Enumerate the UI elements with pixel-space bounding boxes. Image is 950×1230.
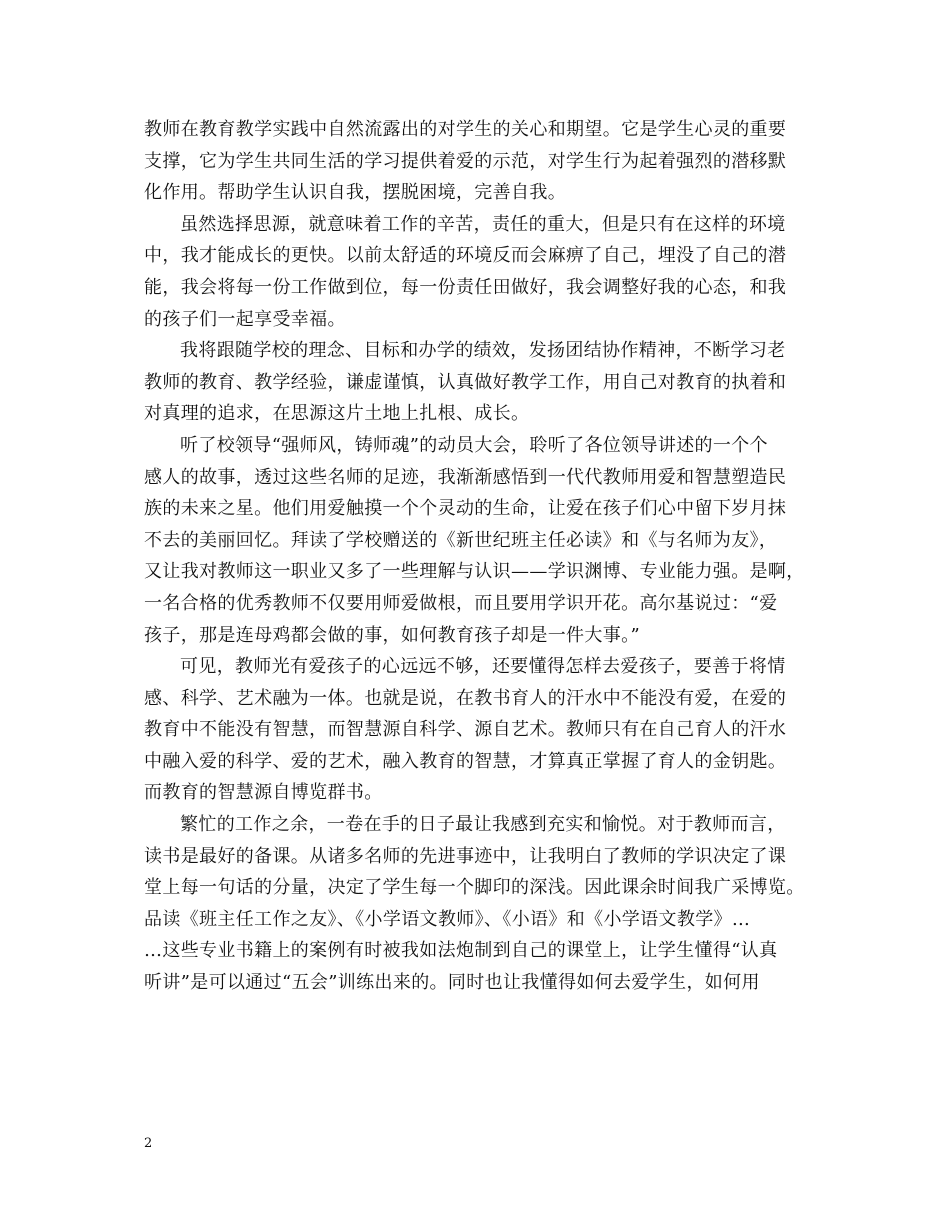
text-line: 中，我才能成长的更快。以前太舒适的环境反而会麻痹了自己，埋没了自己的潜 [144, 245, 787, 267]
text-line: 听讲”是可以通过“五会”训练出来的。同时也让我懂得如何去爱学生，如何用 [144, 972, 760, 994]
text-line: 化作用。帮助学生认识自我，摆脱困境，完善自我。 [144, 182, 567, 204]
text-line: 教师在教育教学实践中自然流露出的对学生的关心和期望。它是学生心灵的重要 [144, 119, 787, 140]
text-line: 不去的美丽回忆。拜读了学校赠送的《新世纪班主任必读》和《与名师为友》， [144, 529, 778, 551]
text-line: 品读《班主任工作之友》、《小学语文教师》、《小语》和《小学语文教学》… [144, 908, 751, 930]
text-line: 又让我对教师这一职业又多了一些理解与认识——学识渊博、专业能力强。是啊， [144, 561, 805, 583]
text-line: 堂上每一句话的分量，决定了学生每一个脚印的深浅。因此课余时间我广采博览。 [144, 877, 805, 899]
text-line: 我将跟随学校的理念、目标和办学的绩效，发扬团结协作精神，不断学习老 [180, 340, 786, 362]
text-line: …这些专业书籍上的案例有时被我如法炮制到自己的课堂上，让学生懂得“认真 [144, 940, 778, 962]
text-line: 对真理的追求，在思源这片土地上扎根、成长。 [144, 403, 530, 425]
body-text [144, 114, 834, 999]
text-line: 教育中不能没有智慧，而智慧源自科学、源自艺术。教师只有在自己育人的汗水 [144, 719, 787, 741]
text-line: 而教育的智慧源自博览群书。 [144, 782, 383, 804]
text-line: 感、科学、艺术融为一体。也就是说，在教书育人的汗水中不能没有爱，在爱的 [144, 687, 787, 709]
text-line: 教师的教育、教学经验，谦虚谨慎，认真做好教学工作，用自己对教育的执着和 [144, 371, 787, 393]
text-line: 繁忙的工作之余，一卷在手的日子最让我感到充实和愉悦。对于教师而言， [180, 814, 786, 836]
text-line: 中融入爱的科学、爱的艺术，融入教育的智慧，才算真正掌握了育人的金钥匙。 [144, 750, 787, 772]
text-line: 读书是最好的备课。从诸多名师的先进事迹中，让我明白了教师的学识决定了课 [144, 845, 787, 867]
text-line: 虽然选择思源，就意味着工作的辛苦，责任的重大，但是只有在这样的环境 [180, 213, 786, 235]
text-line: 能，我会将每一份工作做到位，每一份责任田做好，我会调整好我的心态，和我 [144, 276, 787, 298]
text-line: 孩子，那是连母鸡都会做的事，如何教育孩子却是一件大事。” [144, 624, 640, 646]
text-line: 可见，教师光有爱孩子的心远远不够，还要懂得怎样去爱孩子，要善于将情 [180, 656, 786, 678]
text-line: 支撑，它为学生共同生活的学习提供着爱的示范，对学生行为起着强烈的潜移默 [144, 150, 787, 172]
text-line: 族的未来之星。他们用爱触摸一个个灵动的生命，让爱在孩子们心中留下岁月抹 [144, 498, 787, 520]
text-line: 的孩子们一起享受幸福。 [144, 308, 346, 330]
text-line: 感人的故事，透过这些名师的足迹，我渐渐感悟到一代代教师用爱和智慧塑造民 [144, 466, 787, 488]
text-line: 听了校领导“强师风，铸师魂”的动员大会，聆听了各位领导讲述的一个个 [180, 434, 768, 456]
page-number: 2 [144, 1136, 153, 1151]
text-line: 一名合格的优秀教师不仅要用师爱做根，而且要用学识开花。高尔基说过：“爱 [144, 592, 778, 614]
